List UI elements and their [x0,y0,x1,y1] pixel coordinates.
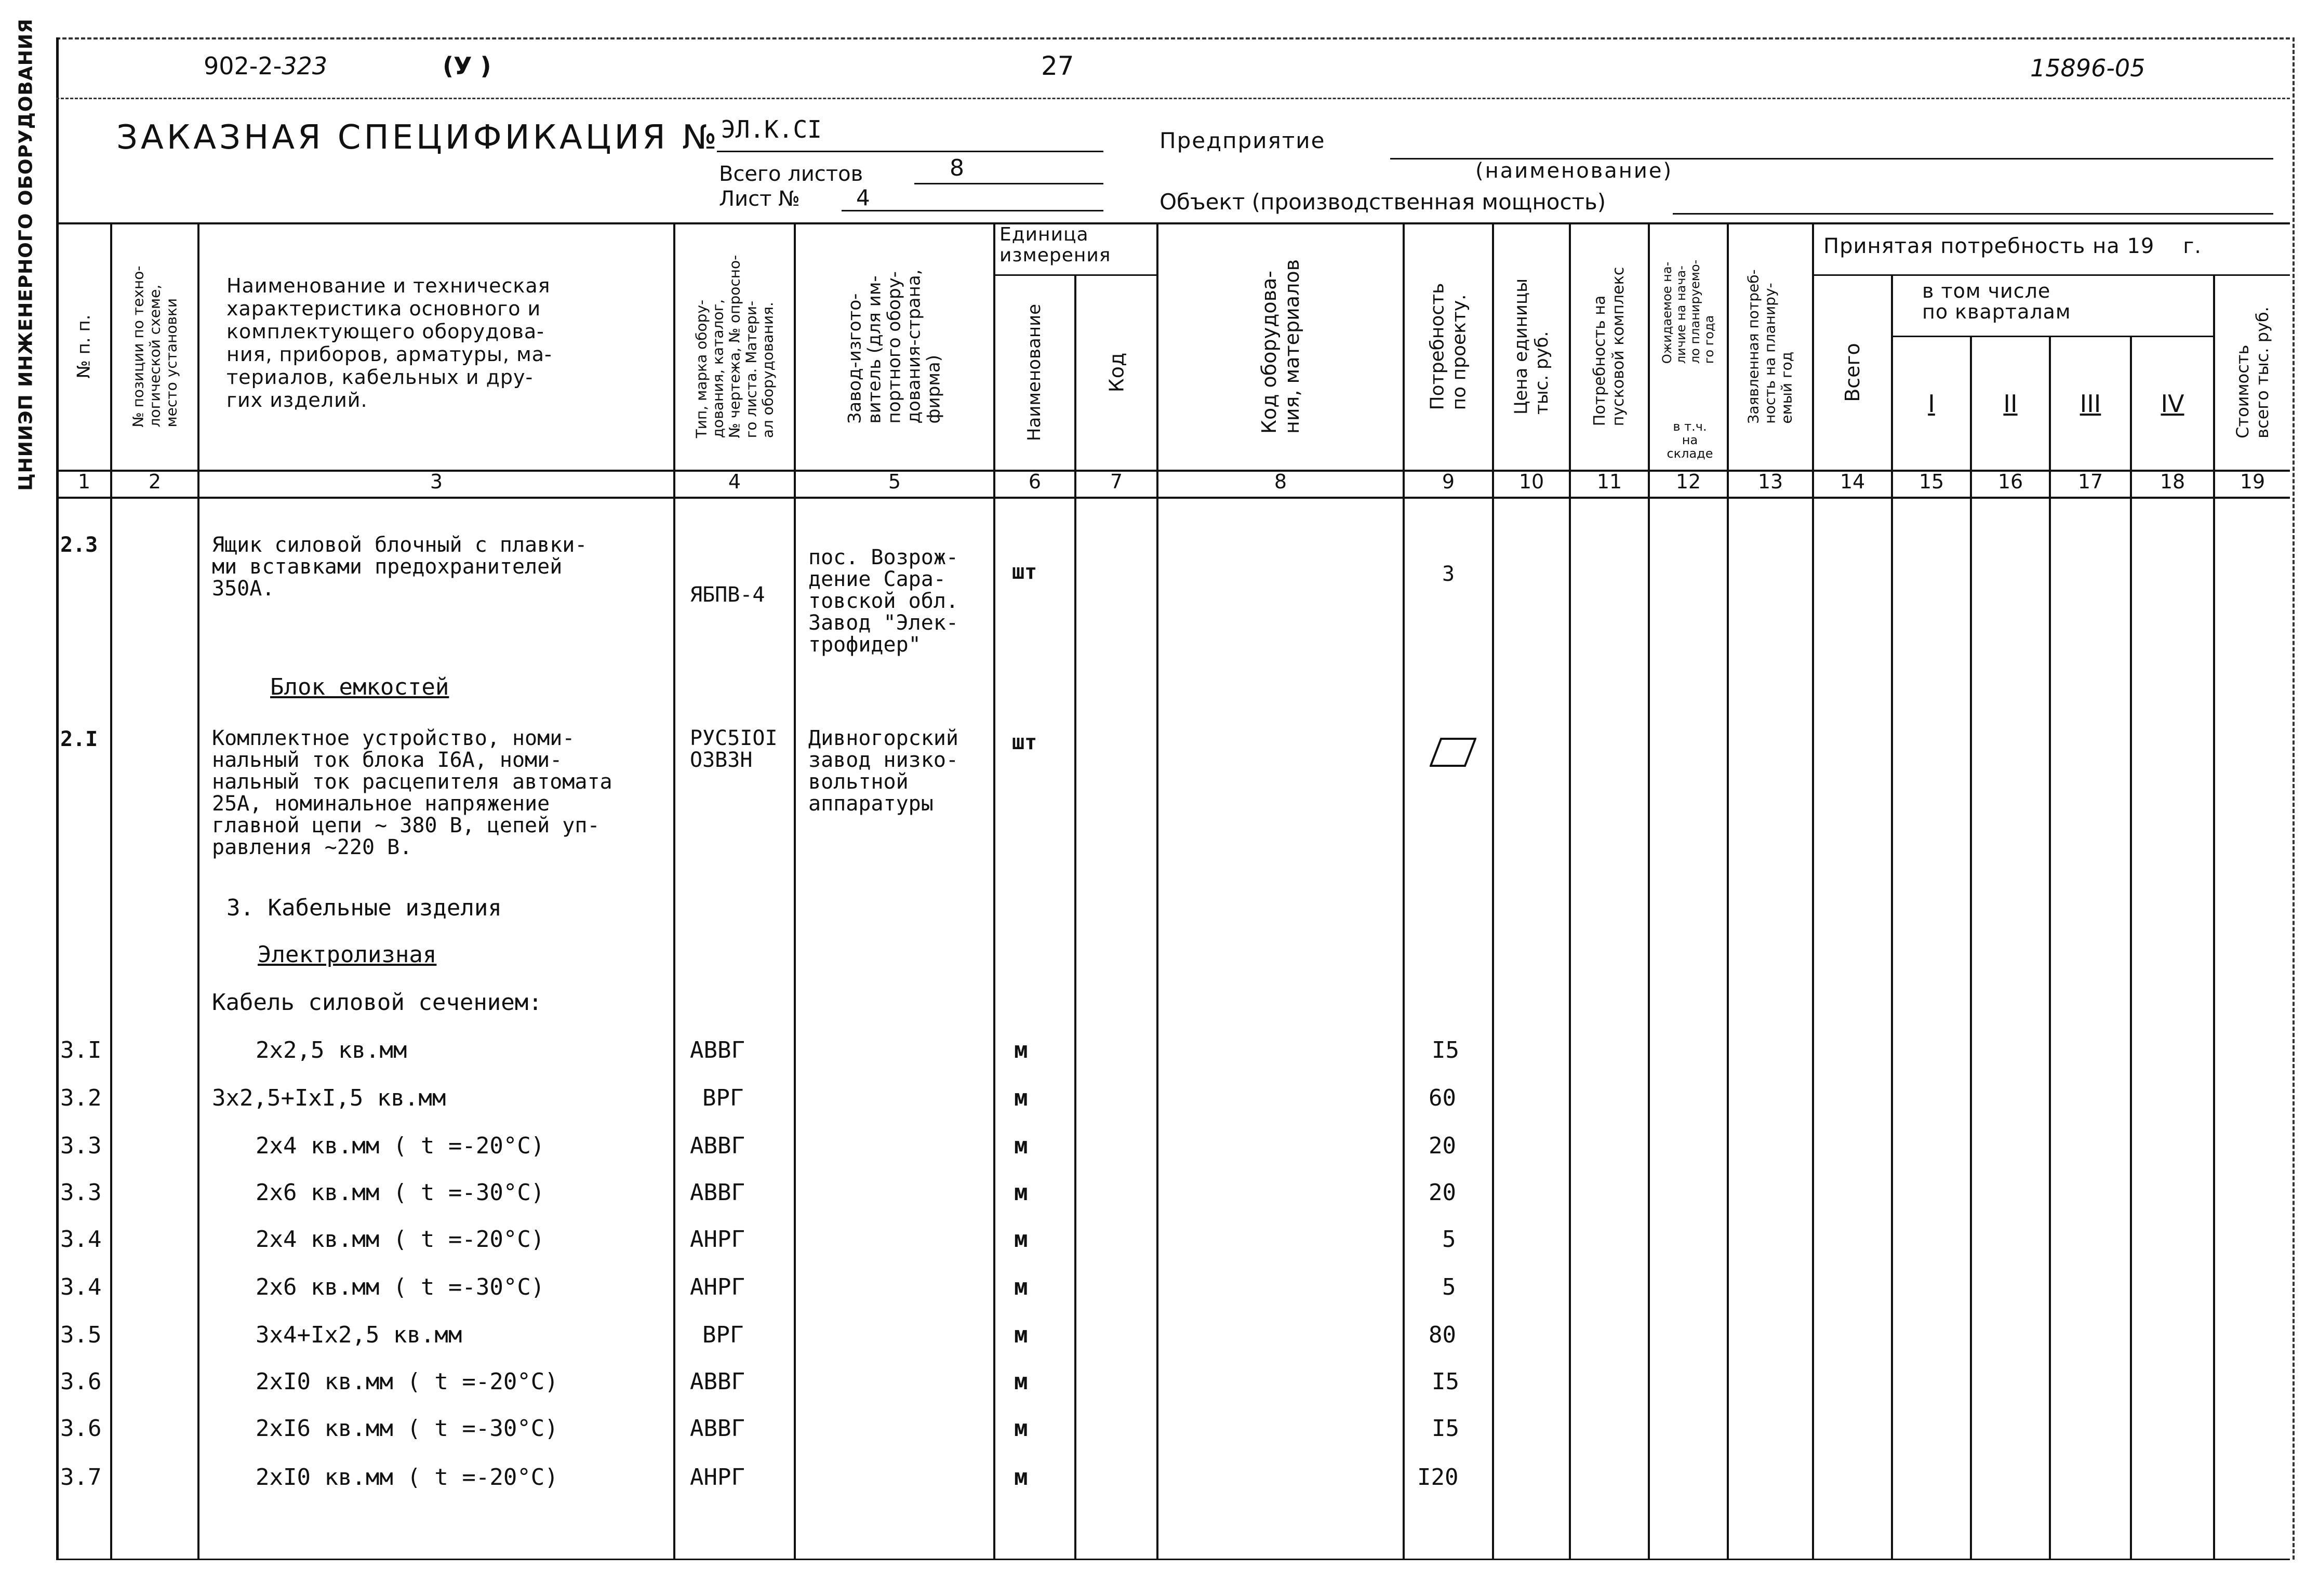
col-line-15 [1970,336,1972,1560]
sheet-value: 4 [856,185,870,210]
colnum-18: 18 [2160,470,2185,493]
row-qty: I5 [1432,1368,1459,1395]
row-name: Ящик силовой блочный с плавки- ми вставками предохранителей 350А. [212,533,588,601]
enterprise-label: Предприятие [1160,128,1326,153]
header-col-5: Завод-изгото- витель (для им- портного обору- дования-страна, фирма) [845,269,944,424]
row-unit: м [1014,1133,1028,1159]
header-col-6: Наименование [1024,303,1045,442]
enterprise-hint: (наименование) [1475,159,1673,183]
row-maker: пос. Возрож- дение Сара- товской обл. Завод "Элек- трофидер" [808,546,958,657]
colnum-6: 6 [1028,470,1042,493]
colnum-9: 9 [1442,470,1455,493]
row-qty: 3 [1442,562,1455,586]
header-col-17: III [2080,390,2101,418]
colnum-3: 3 [430,470,443,493]
row-name: 2х2,5 кв.мм [256,1037,407,1063]
colnum-14: 14 [1840,470,1865,493]
col-line-11 [1648,222,1650,1560]
section-title: Электролизная [258,941,437,968]
row-type: АВВГ [690,1179,745,1206]
row-unit: м [1014,1085,1028,1111]
row-unit: м [1014,1322,1028,1348]
colnum-1: 1 [77,470,91,493]
doc-code: 902-2-323 [204,52,328,80]
row-type: ВРГ [702,1085,744,1111]
colnum-15: 15 [1918,470,1944,493]
header-col-14: Всего [1841,343,1864,402]
sheet-line [842,210,1103,211]
row-name: 2хI0 кв.мм ( t =-20°С) [256,1368,558,1395]
sheet-label: Лист № [719,187,800,211]
total-sheets-value: 8 [950,155,964,181]
row-type: АНРГ [690,1464,745,1491]
colnum-10: 10 [1518,470,1544,493]
row-unit: м [1014,1226,1028,1253]
header-col-12a: Ожидаемое на- личие на нача- ло планируемо- го года [1660,259,1716,364]
qty-parallelogram-mark [1430,738,1476,767]
colnum-19: 19 [2240,470,2265,493]
row-unit: м [1014,1179,1028,1206]
col-line-2 [197,222,199,1560]
row-position: 3.I [60,1037,102,1063]
colnum-12: 12 [1675,470,1701,493]
row-qty: 5 [1442,1226,1456,1253]
row-type: АВВГ [690,1368,745,1395]
colnum-8: 8 [1274,470,1287,493]
row-position: 2.3 [60,533,98,557]
row-position: 3.5 [60,1322,102,1348]
header-col-18: IV [2161,390,2184,418]
row-qty: 60 [1429,1085,1456,1111]
spec-title: ЗАКАЗНАЯ СПЕЦИФИКАЦИЯ № [116,118,720,157]
col-line-17 [2130,336,2132,1560]
header-col-3: Наименование и техническая характеристика основного и комплектующего оборудова- ния, приборов, арматуры, ма- териалов, кабельных и дру- гих изделий. [226,274,552,411]
object-line [1673,213,2273,215]
row-position: 3.2 [60,1085,102,1111]
row-unit: м [1014,1274,1028,1300]
row-qty: I5 [1432,1415,1459,1442]
row-position: 3.6 [60,1368,102,1395]
row-name: 2хI0 кв.мм ( t =-20°С) [256,1464,558,1491]
header-unit-group: Единица измерения [999,224,1111,266]
row-type: АВВГ [690,1415,745,1442]
row-position: 3.3 [60,1133,102,1159]
total-sheets-line [914,183,1103,184]
row-position: 3.6 [60,1415,102,1442]
header-col-16: II [2003,390,2018,418]
row-qty: I5 [1432,1037,1459,1063]
colnum-4: 4 [728,470,741,493]
row-unit: шт [1012,560,1037,584]
column-numbers-bottom-line [56,497,2290,499]
section-heading: Кабель силовой сечением: [212,989,542,1016]
header-col-11: Потребность на пусковой комплекс [1591,267,1628,427]
colnum-17: 17 [2077,470,2103,493]
row-name: 3х4+Iх2,5 кв.мм [256,1322,462,1348]
row-position: 3.3 [60,1179,102,1206]
header-col-7: Код [1104,352,1128,393]
row-qty: I20 [1417,1464,1459,1491]
row-unit: м [1014,1368,1028,1395]
table-bottom-line [56,1559,2290,1560]
page-number: 27 [1041,51,1074,81]
total-sheets-label: Всего листов [719,162,863,186]
col-line-16 [2049,336,2051,1560]
row-type: АВВГ [690,1133,745,1159]
row-position: 3.4 [60,1274,102,1300]
quarters-group-line [1891,336,2213,337]
spec-number-line [717,151,1103,152]
row-name: 2х4 кв.мм ( t =-20°С) [256,1226,545,1253]
row-name: 2хI6 кв.мм ( t =-30°С) [256,1415,558,1442]
row-qty: 80 [1429,1322,1456,1348]
row-qty: 5 [1442,1274,1456,1300]
header-col-4: Тип, марка обору- дования, каталог, № чертежа, № опросно- го листа. Матери- ал оборудования. [692,255,776,438]
row-type: АНРГ [690,1274,745,1300]
row-type: ВРГ [702,1322,744,1348]
header-col-1: № п. п. [74,314,95,379]
colnum-7: 7 [1110,470,1123,493]
row-type: РУС5IOI ОЗВЗН [690,726,778,772]
section-title: Блок емкостей [270,674,449,700]
header-quarters-group: в том числе по кварталам [1922,280,2071,323]
row-unit: шт [1012,730,1037,754]
row-maker: Дивногорский завод низко- вольтной аппаратуры [808,726,958,816]
header-col-15: I [1928,390,1935,418]
row-unit: м [1014,1415,1028,1442]
row-name: 2х6 кв.мм ( t =-30°С) [256,1274,545,1300]
spec-number: ЭЛ.К.СI [721,115,822,143]
colnum-2: 2 [148,470,162,493]
colnum-16: 16 [1997,470,2023,493]
colnum-5: 5 [888,470,901,493]
header-dash-divider [56,98,2290,99]
row-unit: м [1014,1464,1028,1491]
colnum-11: 11 [1596,470,1622,493]
header-col-10: Цена единицы тыс. руб. [1511,278,1552,415]
row-name: 2х6 кв.мм ( t =-30°С) [256,1179,545,1206]
row-name: Комплектное устройство, номи- нальный ток блока I6А, номи- нальный ток расцепителя автомата 25А, номинальное напряжение главной цепи ~ 380 В, цепей уп- равления ~220 В. [212,726,612,859]
side-organization-label: ЦНИИЭП ИНЖЕНЕРНОГО ОБОРУДОВАНИЯ [15,18,37,491]
row-unit: м [1014,1037,1028,1063]
row-position: 2.I [60,727,98,751]
header-col-2: № позиции по техно- логической схеме, место установки [129,265,180,428]
row-type: АНРГ [690,1226,745,1253]
row-type: АВВГ [690,1037,745,1063]
doc-mark: (У ) [443,52,491,80]
row-qty: 20 [1429,1133,1456,1159]
section-heading: 3. Кабельные изделия [226,895,502,921]
header-col-8: Код оборудова- ния, материалов [1258,259,1303,434]
row-name: 3х2,5+IхI,5 кв.мм [212,1085,446,1111]
header-col-19: Стоимость всего тыс. руб. [2233,307,2273,438]
archive-number: 15896-05 [2030,54,2145,82]
colnum-13: 13 [1757,470,1783,493]
row-name: 2х4 кв.мм ( t =-20°С) [256,1133,545,1159]
header-col-12b: в т.ч. на складе [1667,419,1713,461]
row-position: 3.4 [60,1226,102,1253]
row-type: ЯБПВ-4 [690,583,765,607]
row-position: 3.7 [60,1464,102,1491]
object-label: Объект (производственная мощность) [1160,189,1606,215]
header-col-9: Потребность по проекту. [1427,283,1470,410]
header-col-13: Заявленная потреб- ность на планиру- емый год [1745,269,1795,424]
row-qty: 20 [1429,1179,1456,1206]
header-accepted-group: Принятая потребность на 19 г. [1823,234,2202,258]
